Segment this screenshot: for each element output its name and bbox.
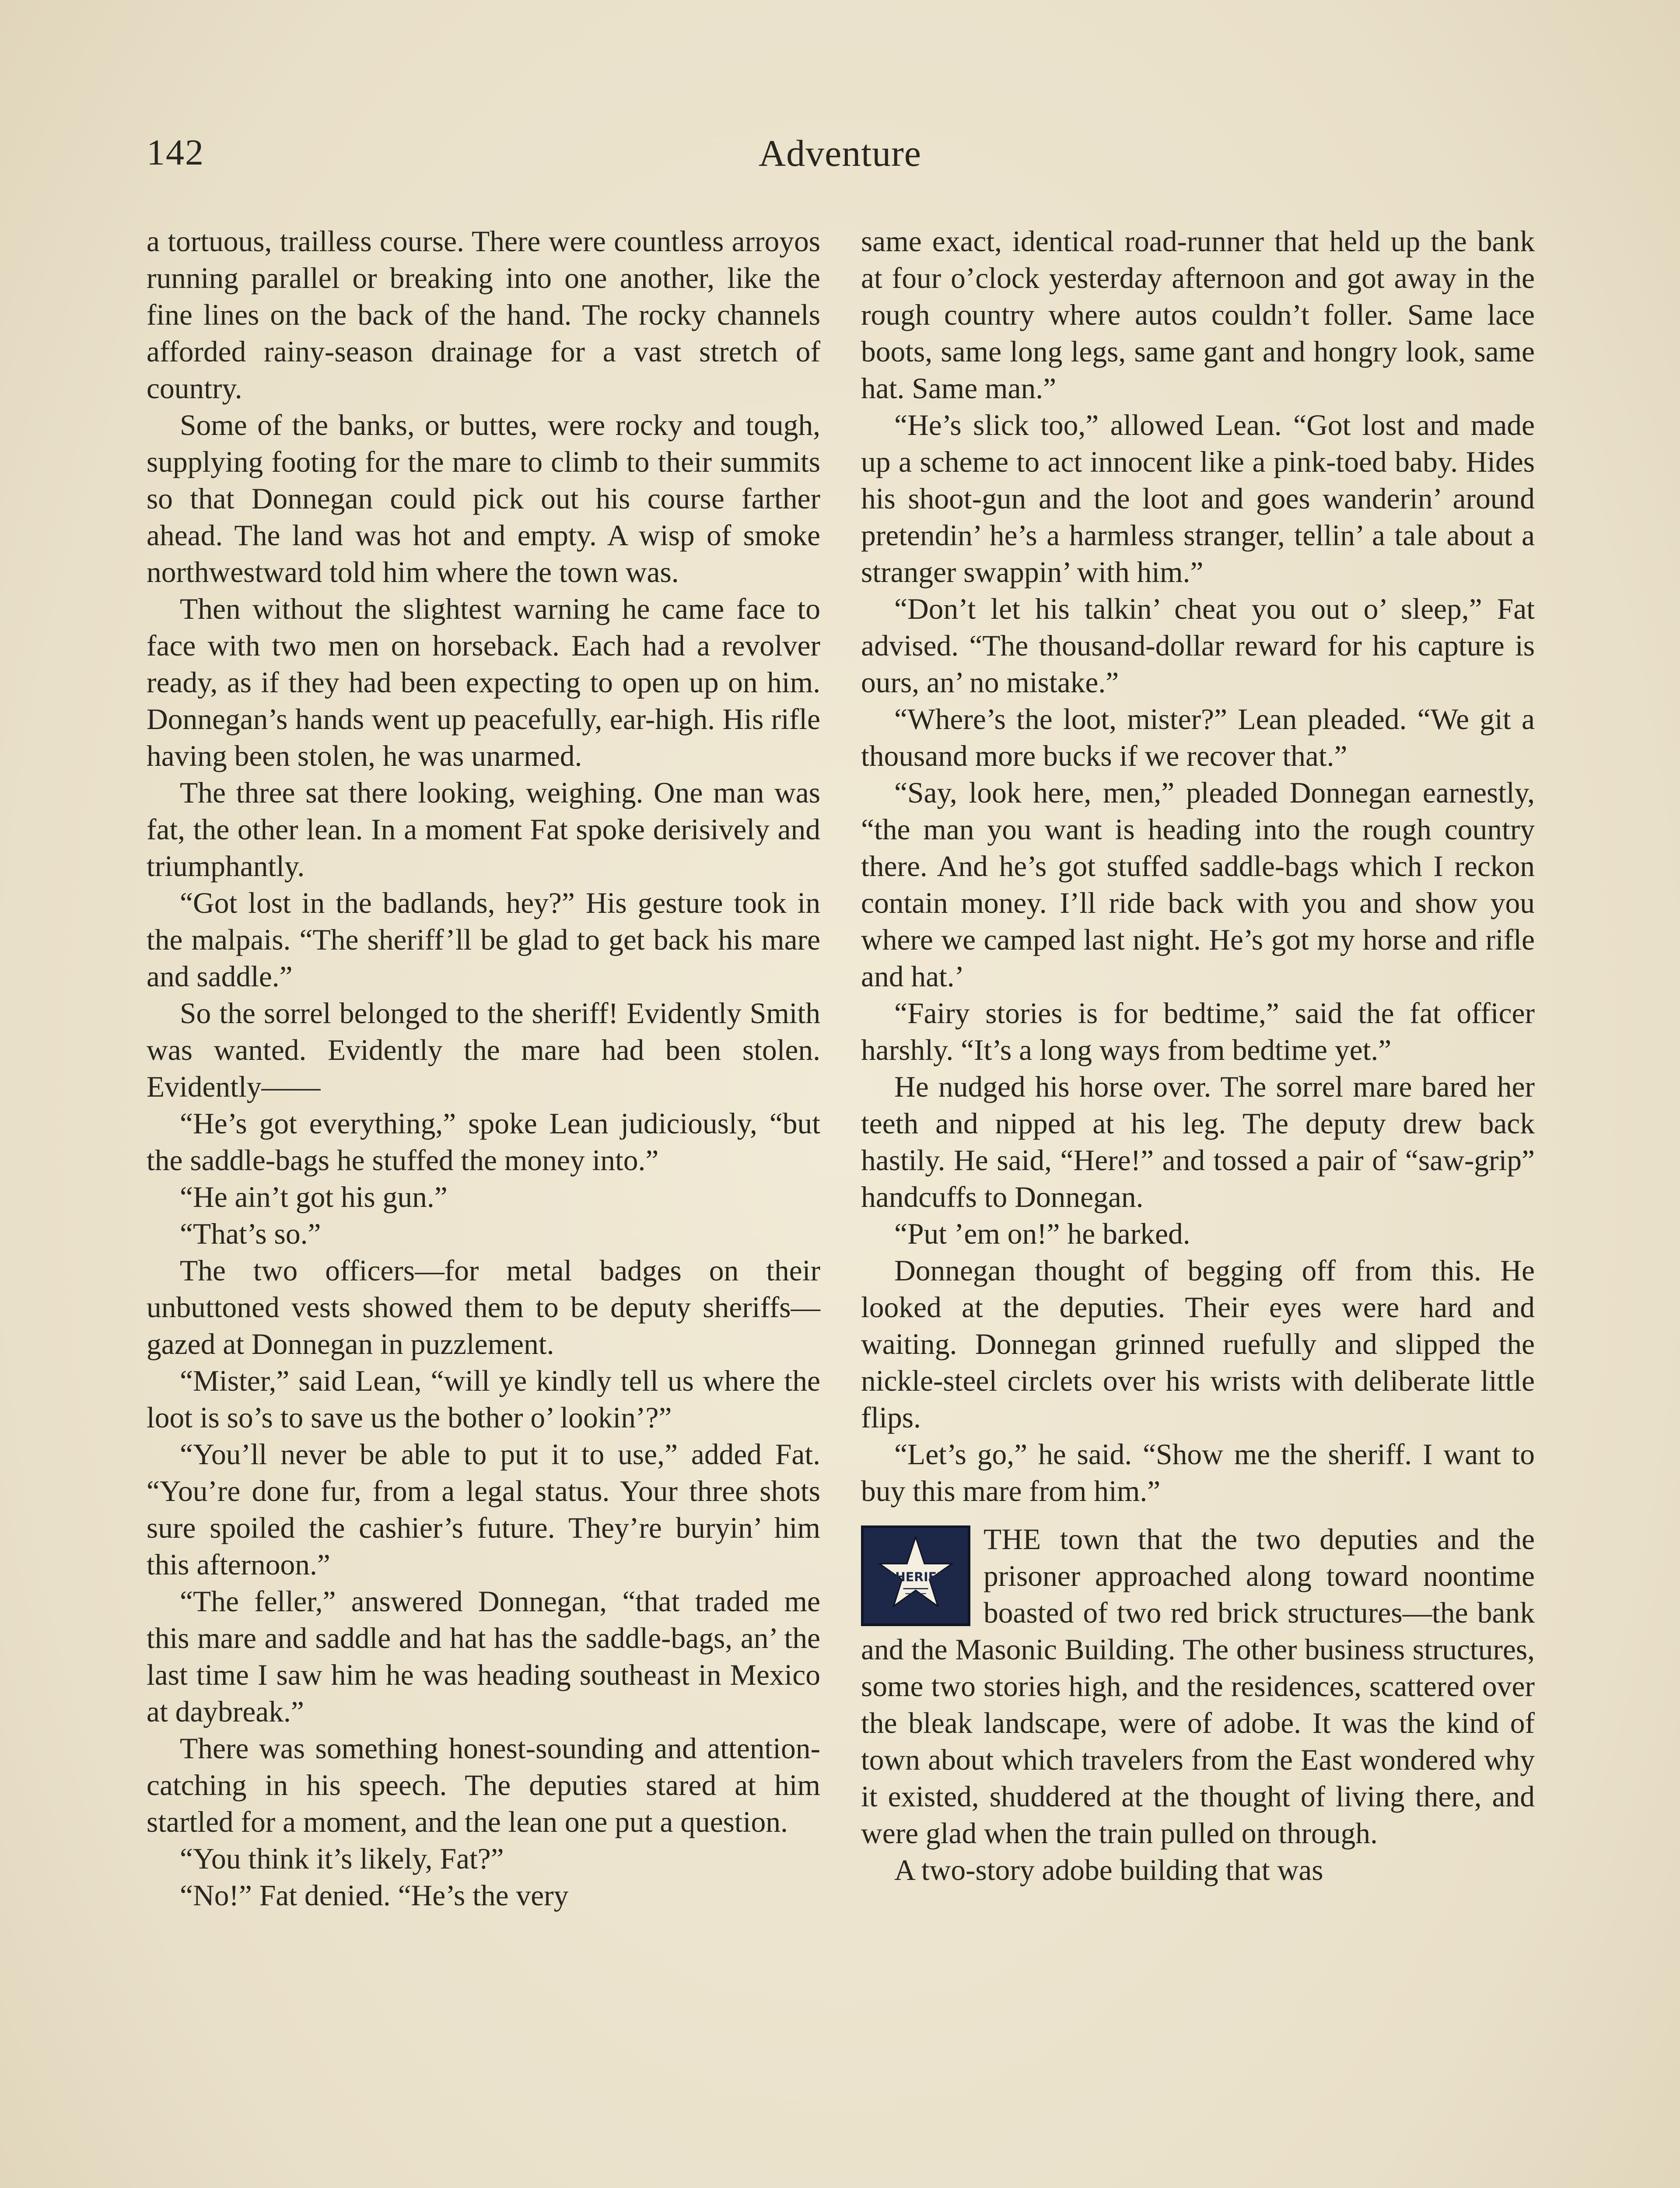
paragraph: Some of the banks, or buttes, were rocky and tough, supplying footing for the mare to climb to their summits so that Donnegan could pick out his course farther ahead. The land was hot and empty. A wisp of smoke northwestward told him where the town was.	[147, 409, 820, 589]
paragraph: The three sat there looking, weighing. One man was fat, the other lean. In a moment Fat spoke derisively and triumphantly.	[147, 776, 820, 883]
paragraph: “You think it’s likely, Fat?”	[180, 1842, 504, 1875]
paragraph: “Say, look here, men,” pleaded Donnegan earnestly, “the man you want is heading into the rough country there. And he’s got stuffed saddle-bags which I reckon contain money. I’ll ride back with you and show you where we camped last night. He’s got my horse and rifle and hat.’	[861, 776, 1535, 993]
paragraph: “The feller,” answered Donnegan, “that traded me this mare and saddle and hat has the saddle-bags, an’ the last time I saw him he was heading southeast in Mexico at daybreak.”	[147, 1585, 820, 1728]
left-column	[147, 223, 820, 1914]
paragraph: “Got lost in the badlands, hey?” His gesture took in the malpais. “The sheriff’ll be glad to get back his mare and saddle.”	[147, 887, 820, 993]
paragraph: So the sorrel belonged to the sheriff! Evidently Smith was wanted. Evidently the mare had been stolen. Evidently——	[147, 997, 820, 1103]
page-number: 142	[147, 132, 204, 173]
paragraph: “Don’t let his talkin’ cheat you out o’ sleep,” Fat advised. “The thousand-dollar reward for his capture is ours, an’ no mistake.”	[861, 593, 1535, 699]
paragraph: “He’s slick too,” allowed Lean. “Got lost and made up a scheme to act innocent like a pink-toed baby. Hides his shoot-gun and the loot and goes wanderin’ around pretendin’ he’s a harmless stranger, tellin’ a tale about a stranger swappin’ with him.”	[861, 409, 1535, 589]
final-paragraph: A two-story adobe building that was	[894, 1854, 1323, 1886]
paragraph: There was something honest-sounding and attention-catching in his speech. The deputies stared at him startled for a moment, and the lean one put a question.	[147, 1732, 820, 1838]
paragraph: “Mister,” said Lean, “will ye kindly tell us where the loot is so’s to save us the bother o’ lookin’?”	[147, 1364, 820, 1434]
paragraph: Then without the slightest warning he came face to face with two men on horseback. Each had a revolver ready, as if they had been expecting to open up on him. Donnegan’s hands went up peacefully, ear-high. His rifle having been stolen, he was unarmed.	[147, 593, 820, 772]
section-break-paragraph	[861, 1521, 1535, 1852]
page-header	[147, 131, 1533, 184]
paragraph: “Let’s go,” he said. “Show me the sheriff. I want to buy this mare from him.”	[861, 1438, 1535, 1508]
right-column	[861, 223, 1535, 1889]
paragraph: “Put ’em on!” he barked.	[894, 1217, 1190, 1250]
paragraph: “Fairy stories is for bedtime,” said the fat officer harshly. “It’s a long ways from bedtime yet.”	[861, 997, 1535, 1066]
paragraph: “That’s so.”	[180, 1217, 321, 1250]
paragraph: “You’ll never be able to put it to use,” added Fat. “You’re done fur, from a legal status. Your three shots sure spoiled the cashier’s future. They’re buryin’ him this afternoon.”	[147, 1438, 820, 1581]
running-head: Adventure	[759, 132, 921, 174]
sheriff-badge-label: SHERIFF	[886, 1570, 945, 1585]
paragraph: “He’s got everything,” spoke Lean judiciously, “but the saddle-bags he stuffed the money into.”	[147, 1107, 820, 1177]
right-column-paragraphs	[861, 223, 1535, 1510]
paragraph: The two officers—for metal badges on their unbuttoned vests showed them to be deputy sheriffs—gazed at Donnegan in puzzlement.	[147, 1254, 820, 1360]
sheriff-badge-icon	[861, 1525, 970, 1626]
paragraph: same exact, identical road-runner that held up the bank at four o’clock yesterday afternoon and got away in the rough country where autos couldn’t foller. Same lace boots, same long legs, same gant and hongry look, same hat. Same man.”	[861, 225, 1535, 405]
paragraph: “He ain’t got his gun.”	[180, 1181, 448, 1213]
paragraph: “No!” Fat denied. “He’s the very	[180, 1879, 569, 1912]
section-paragraph: THE town that the two deputies and the prisoner approached along toward noontime boasted of two red brick structures—the bank and the Masonic Building. The other business structures, some two stories high, and the residences, scattered over the bleak landscape, were of adobe. It was the kind of town about which travelers from the East wondered why it existed, shuddered at the thought of living there, and were glad when the train pulled on through.	[861, 1523, 1535, 1850]
paragraph: He nudged his horse over. The sorrel mare bared her teeth and nipped at his leg. The deputy drew back hastily. He said, “Here!” and tossed a pair of “saw-grip” handcuffs to Donnegan.	[861, 1070, 1535, 1213]
paragraph: “Where’s the loot, mister?” Lean pleaded. “We git a thousand more bucks if we recover that.”	[861, 703, 1535, 772]
paragraph: a tortuous, trailless course. There were countless arroyos running parallel or breaking into one another, like the fine lines on the back of the hand. The rocky channels afforded rainy-season drainage for a vast stretch of country.	[147, 225, 820, 405]
paragraph: Donnegan thought of begging off from this. He looked at the deputies. Their eyes were hard and waiting. Donnegan grinned ruefully and slipped the nickle-steel circlets over his wrists with deliberate little flips.	[861, 1254, 1535, 1434]
